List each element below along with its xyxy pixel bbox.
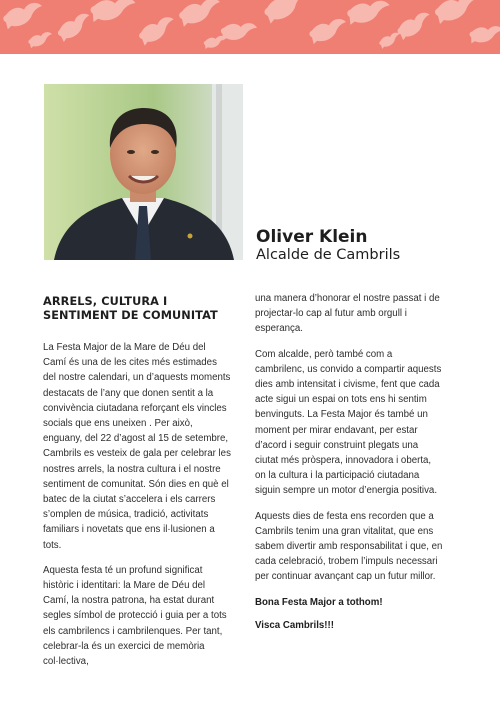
paragraph: La Festa Major de la Mare de Déu del Camí és una de les cites més estimades del nostre calendari, un d’aquests moments destacats de l’any que donen sentit a la convivència ciutadana reforçant els vincles socials que ens uneixen . Per això, enguany, del 22 d’agost al 15 de setembre, Cambrils es vesteix de gala per celebrar les nostres arrels, la nostra cultura i el nostre sentiment de comunitat. Són dies en què el batec de la ciutat s’accelera i els carrers s’omplen de música, tradició, activitats familiars i novetats que ens il·lusionen a tots. [43, 342, 231, 551]
paragraph: Aquests dies de festa ens recorden que a Cambrils tenim una gran vitalitat, que ens sabem divertir amb responsabilitat i que, en cada celebració, trobem l’impuls necessari per continuar avançant cap un futur millor. [255, 510, 443, 583]
author-name: Oliver Klein [256, 227, 368, 247]
closing-cheer: Visca Cambrils!!! [255, 619, 334, 631]
paragraph: una manera d’honorar el nostre passat i de projectar-lo cap al futur amb orgull i esperança. [255, 293, 440, 335]
portrait-photo [44, 84, 243, 260]
paragraph: Aquesta festa té un profund significat històric i identitari: la Mare de Déu del Camí, la nostra patrona, ha estat durant segles símbol de protecció i guia per a tots els cambrilencs i cambrilenques. Per tant, celebrar-la és un exercici de memòria col·lectiva, [43, 564, 227, 668]
author-block [256, 228, 400, 264]
bird-pattern-icon [0, 0, 500, 54]
article-column-right [255, 291, 443, 641]
closing-greeting: Bona Festa Major a tothom! [255, 596, 383, 608]
author-role: Alcalde de Cambrils [256, 247, 401, 263]
heading-line-1: ARRELS, CULTURA I [43, 295, 168, 308]
decorative-banner [0, 0, 500, 54]
article-heading [43, 295, 231, 323]
paragraph: Com alcalde, però també com a cambrilenc, us convido a compartir aquests dies amb intensitat i civisme, fent que cada acte sigui un espai on tots ens hi sentim benvinguts. La Festa Major és també un moment per mirar endavant, per estar d’acord i seguir construint plegats una ciutat més pròspera, innovadora i oberta, on la cultura i la participació ciutadana siguin sempre un motor d’energia positiva. [255, 348, 442, 497]
article-column-left [43, 291, 231, 679]
heading-line-2: SENTIMENT DE COMUNITAT [43, 309, 218, 322]
